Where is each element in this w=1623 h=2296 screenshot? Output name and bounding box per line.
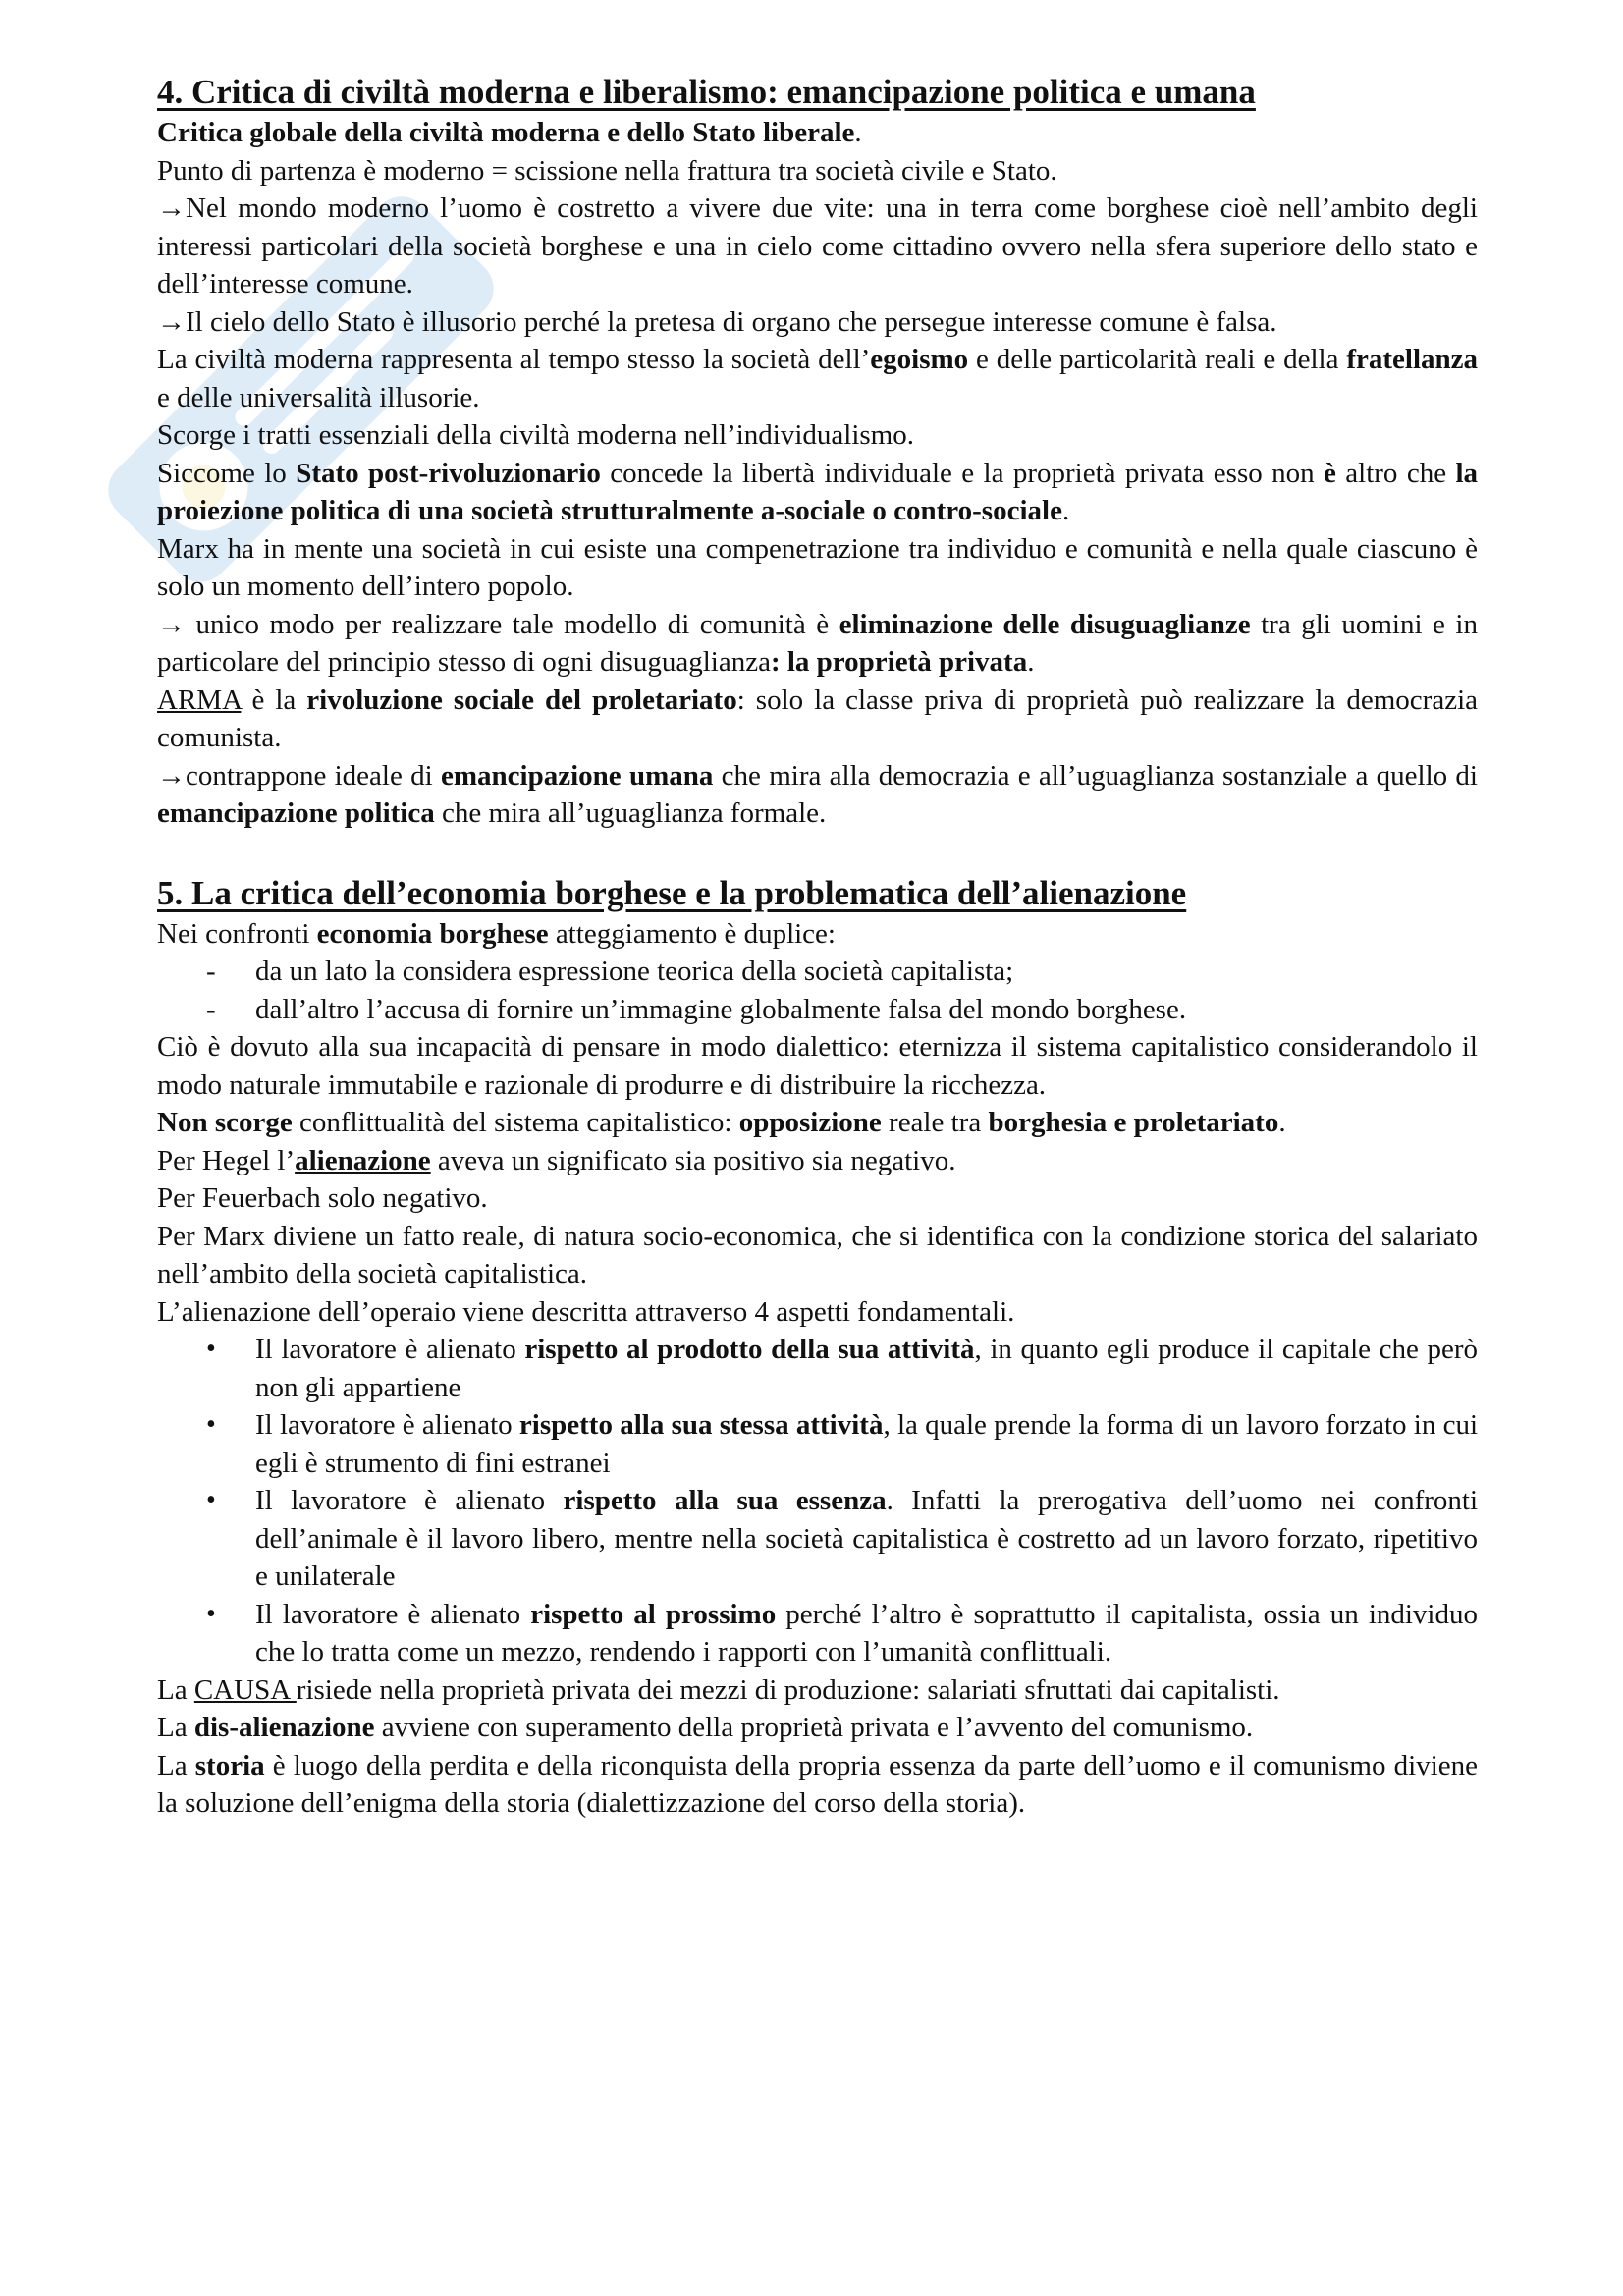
section-5-paragraph: La dis-alienazione avviene con superamento della proprietà privata e l’avvento del comunismo. bbox=[157, 1712, 1254, 1743]
section-4-paragraph: Siccome lo Stato post-rivoluzionario concede la libertà individuale e la proprietà privata esso non è altro che la proiezione politica di una società strutturalmente a-sociale o contro-sociale. bbox=[157, 457, 1479, 526]
section-5-paragraph: Per Hegel l’alienazione aveva un significato sia positivo sia negativo. bbox=[157, 1144, 956, 1176]
section-4-subtitle: Critica globale della civiltà moderna e dello Stato liberale. bbox=[157, 117, 862, 148]
section-5-paragraph: Non scorge conflittualità del sistema capitalistico: opposizione reale tra borghesia e proletariato. bbox=[157, 1107, 1286, 1138]
list-item: • Il lavoratore è alienato rispetto al prossimo perché l’altro è soprattutto il capitalista, ossia un individuo che lo tratta come un mezzo, rendendo i rapporti con l’umanità conflittuali. bbox=[157, 1596, 1478, 1671]
bullet-list bbox=[157, 1331, 1478, 1671]
section-5-paragraph: La storia è luogo della perdita e della riconquista della propria essenza da parte dell’uomo e il comunismo diviene la soluzione dell’enigma della storia (dialettizzazione del corso della storia). bbox=[157, 1749, 1478, 1819]
section-5-paragraph: Per Feuerbach solo negativo. bbox=[157, 1182, 488, 1214]
section-5-title: 5. La critica dell’economia borghese e la problematica dell’alienazione bbox=[157, 873, 1187, 912]
list-item: • Il lavoratore è alienato rispetto al prodotto della sua attività, in quanto egli produce il capitale che però non gli appartiene bbox=[157, 1331, 1478, 1406]
section-4-paragraph: →Nel mondo moderno l’uomo è costretto a vivere due vite: una in terra come borghese cioè nell’ambito degli interessi particolari della società borghese e una in cielo come cittadino ovvero nella sfera superiore dello stato e dell’interesse comune. bbox=[157, 192, 1478, 300]
document-page bbox=[157, 71, 1478, 1823]
list-item: - da un lato la considera espressione teorica della società capitalista; bbox=[157, 953, 1478, 991]
section-5-paragraph: Per Marx diviene un fatto reale, di natura socio-economica, che si identifica con la condizione storica del salariato nell’ambito della società capitalistica. bbox=[157, 1220, 1478, 1289]
section-5-paragraph: La CAUSA risiede nella proprietà privata dei mezzi di produzione: salariati sfruttati dai capitalisti. bbox=[157, 1673, 1280, 1706]
section-5-paragraph: Ciò è dovuto alla sua incapacità di pensare in modo dialettico: eternizza il sistema capitalistico considerandolo il modo naturale immutabile e razionale di produrre e di distribuire la ricchezza. bbox=[157, 1031, 1478, 1101]
section-4-paragraph: Marx ha in mente una società in cui esiste una compenetrazione tra individuo e comunità e nella quale ciascuno è solo un momento dell’intero popolo. bbox=[157, 532, 1478, 602]
section-4-paragraph: La civiltà moderna rappresenta al tempo stesso la società dell’egoismo e delle particolarità reali e della fratellanza e delle universalità illusorie. bbox=[157, 344, 1479, 413]
section-4-paragraph: → unico modo per realizzare tale modello di comunità è eliminazione delle disuguaglianze tra gli uomini e in particolare del principio stesso di ogni disuguaglianza: la proprietà privata. bbox=[157, 608, 1478, 678]
list-item: • Il lavoratore è alienato rispetto alla sua stessa attività, la quale prende la forma di un lavoro forzato in cui egli è strumento di fini estranei bbox=[157, 1406, 1478, 1482]
list-item: • Il lavoratore è alienato rispetto alla sua essenza. Infatti la prerogativa dell’uomo nei confronti dell’animale è il lavoro libero, mentre nella società capitalistica è costretto ad un lavoro forzato, ripetitivo e unilaterale bbox=[157, 1482, 1478, 1596]
section-4-paragraph: →Il cielo dello Stato è illusorio perché la pretesa di organo che persegue interesse comune è falsa. bbox=[157, 305, 1277, 338]
section-5-paragraph: L’alienazione dell’operaio viene descritta attraverso 4 aspetti fondamentali. bbox=[157, 1295, 1015, 1328]
section-4-paragraph: Punto di partenza è moderno = scissione nella frattura tra società civile e Stato. bbox=[157, 154, 1057, 187]
section-4-title: 4. Critica di civiltà moderna e liberalismo: emancipazione politica e umana bbox=[157, 73, 1256, 111]
list-item: - dall’altro l’accusa di fornire un’immagine globalmente falsa del mondo borghese. bbox=[157, 991, 1478, 1029]
section-4-paragraph: ARMA è la rivoluzione sociale del proletariato: solo la classe priva di proprietà può realizzare la democrazia comunista. bbox=[157, 683, 1478, 753]
section-5-paragraph: Nei confronti economia borghese atteggiamento è duplice: bbox=[157, 917, 836, 950]
dash-list bbox=[157, 953, 1478, 1028]
section-4-paragraph: →contrappone ideale di emancipazione umana che mira alla democrazia e all’uguaglianza sostanziale a quello di emancipazione politica che mira all’uguaglianza formale. bbox=[157, 759, 1478, 829]
section-4-paragraph: Scorge i tratti essenziali della civiltà moderna nell’individualismo. bbox=[157, 419, 914, 451]
